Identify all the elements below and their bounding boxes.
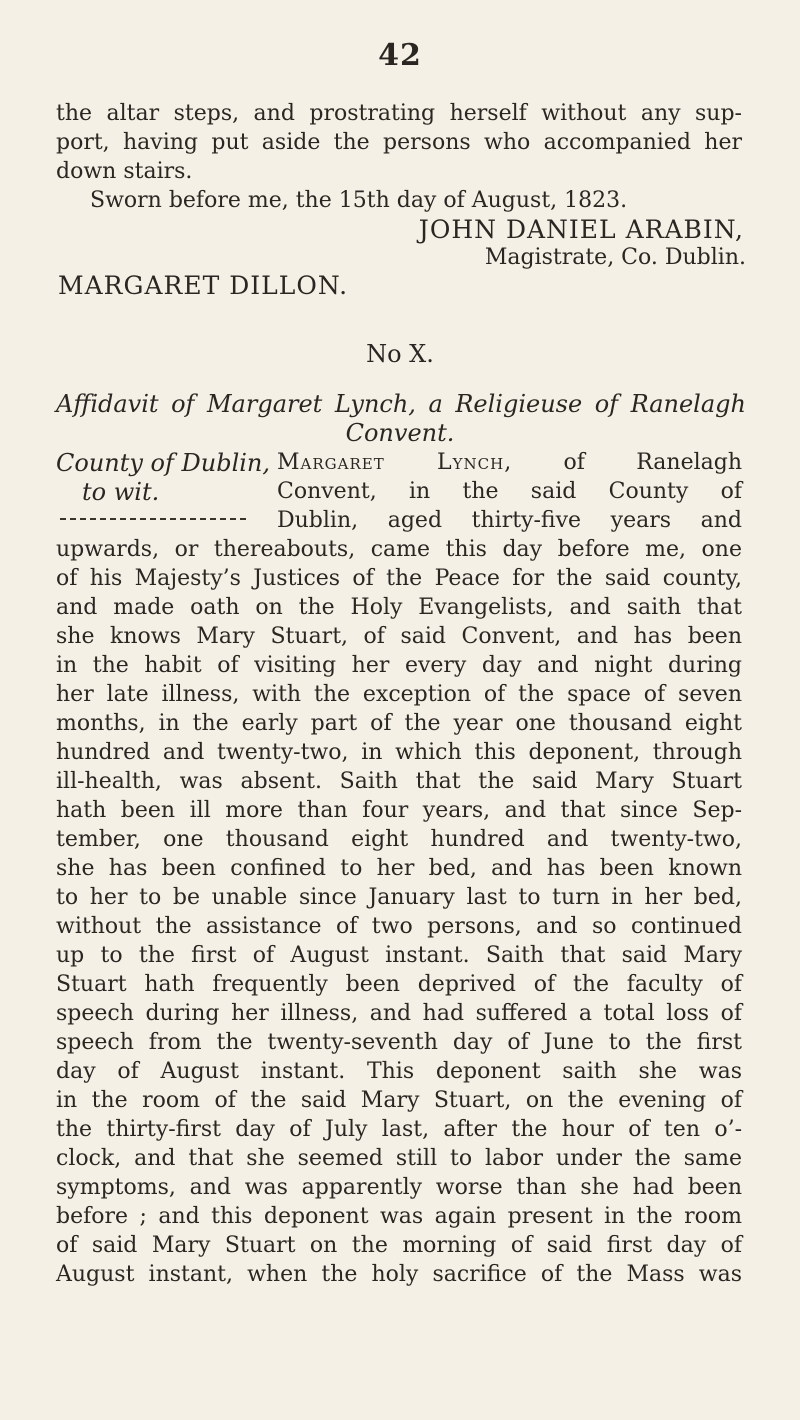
body-line-17: speech during her illness, and had suffered a total loss of: [56, 1001, 742, 1026]
to-wit-caption: to wit.: [82, 478, 160, 506]
sworn-line: Sworn before me, the 15th day of August, 1823.: [90, 188, 628, 213]
section-number: No X.: [366, 340, 434, 368]
body-line-7: months, in the early part of the year one thousand eight: [56, 711, 742, 736]
body-line-22: clock, and that she seemed still to labor under the same: [56, 1146, 742, 1171]
intro-line-2: port, having put aside the persons who accompanied her: [56, 130, 742, 155]
body-line-3: and made oath on the Holy Evangelists, and saith that: [56, 595, 742, 620]
body-line-6: her late illness, with the exception of the space of seven: [56, 682, 742, 707]
body-line-20: in the room of the said Mary Stuart, on the evening of: [56, 1088, 742, 1113]
caption-rule: [60, 518, 246, 520]
body-line-9: ill-health, was absent. Saith that the said Mary Stuart: [56, 769, 742, 794]
caption-right-line-1-rest: of Ranelagh: [512, 450, 742, 475]
body-line-21: the thirty-first day of July last, after the hour of ten o’-: [56, 1117, 742, 1142]
body-line-13: to her to be unable since January last to turn in her bed,: [56, 885, 742, 910]
body-line-25: of said Mary Stuart on the morning of said first day of: [56, 1233, 742, 1258]
body-line-24: before ; and this deponent was again present in the room: [56, 1204, 742, 1229]
caption-right-line-2: Convent, in the said County of: [277, 479, 742, 504]
body-line-1: upwards, or thereabouts, came this day before me, one: [56, 537, 742, 562]
magistrate-title: Magistrate, Co. Dublin.: [484, 245, 746, 270]
county-caption: County of Dublin,: [56, 449, 271, 477]
caption-right-line-1: [277, 449, 742, 477]
body-line-19: day of August instant. This deponent saith she was: [56, 1059, 742, 1084]
intro-line-1: the altar steps, and prostrating herself without any sup-: [56, 101, 742, 126]
body-line-15: up to the first of August instant. Saith that said Mary: [56, 943, 742, 968]
deponent-smallcaps-name: Margaret Lynch,: [277, 450, 513, 475]
body-line-8: hundred and twenty-two, in which this deponent, through: [56, 740, 742, 765]
body-line-14: without the assistance of two persons, and so continued: [56, 914, 742, 939]
caption-right-line-3: Dublin, aged thirty-five years and: [277, 508, 742, 533]
magistrate-name: JOHN DANIEL ARABIN,: [418, 215, 744, 244]
body-line-26: August instant, when the holy sacrifice of the Mass was: [56, 1262, 742, 1287]
body-line-5: in the habit of visiting her every day and night during: [56, 653, 742, 678]
body-line-4: she knows Mary Stuart, of said Convent, and has been: [56, 624, 742, 649]
deponent-name: MARGARET DILLON.: [58, 271, 349, 300]
page-number: 42: [378, 38, 422, 73]
body-line-18: speech from the twenty-seventh day of June to the first: [56, 1030, 742, 1055]
body-line-23: symptoms, and was apparently worse than she had been: [56, 1175, 742, 1200]
intro-line-3: down stairs.: [56, 159, 193, 184]
body-line-11: tember, one thousand eight hundred and twenty-two,: [56, 827, 742, 852]
affidavit-title-line-1: Affidavit of Margaret Lynch, a Religieuse of Ranelagh: [56, 390, 746, 418]
body-line-12: she has been confined to her bed, and has been known: [56, 856, 742, 881]
body-line-16: Stuart hath frequently been deprived of the faculty of: [56, 972, 742, 997]
affidavit-title-line-2: Convent.: [345, 419, 455, 447]
body-line-2: of his Majesty’s Justices of the Peace for the said county,: [56, 566, 742, 591]
body-line-10: hath been ill more than four years, and that since Sep-: [56, 798, 742, 823]
